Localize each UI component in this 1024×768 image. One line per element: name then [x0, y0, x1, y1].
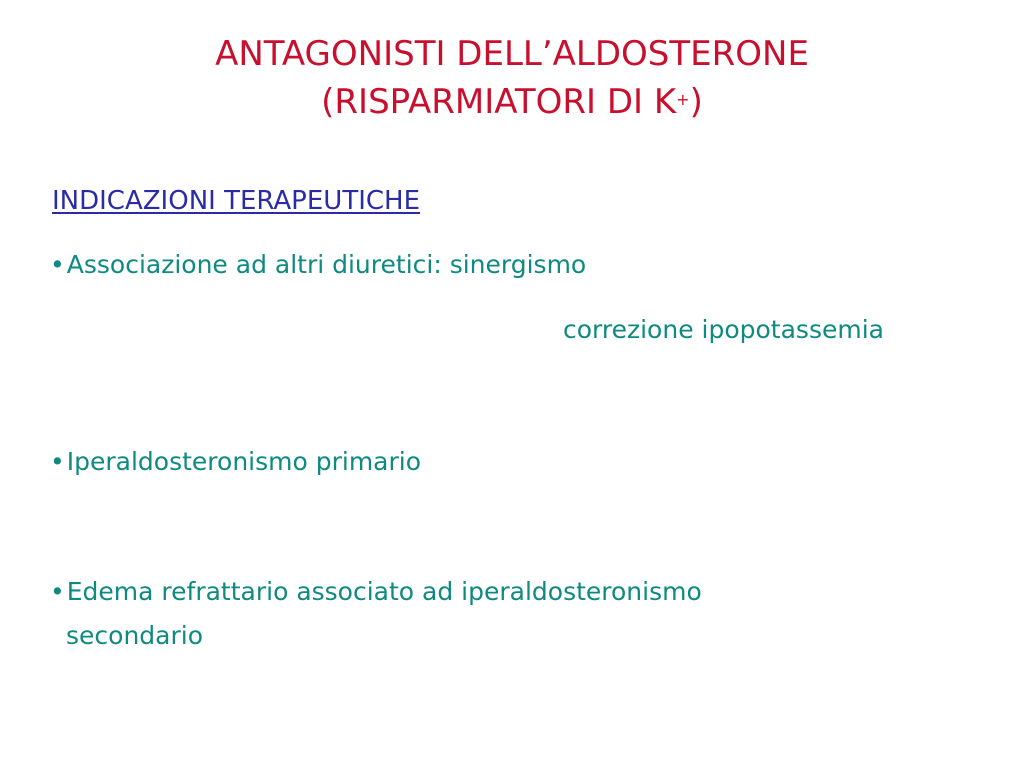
bullet-item-association: [50, 248, 586, 282]
bullet-item-primary: [50, 445, 421, 479]
bullet-icon: •: [50, 250, 65, 279]
bullet-item-association-text: Associazione ad altri diuretici: sinergismo: [66, 250, 587, 279]
bullet-item-association-continuation: correzione ipopotassemia: [563, 315, 884, 344]
slide-title-line2-suffix: ): [689, 82, 703, 122]
slide-title: [0, 30, 1024, 126]
bullet-item-edema-text: Edema refrattario associato ad iperaldosteronismo: [66, 577, 702, 606]
bullet-item-edema: [50, 575, 702, 609]
potassium-charge-superscript: +: [676, 90, 690, 109]
slide-title-line2-prefix: (RISPARMIATORI DI K: [321, 82, 677, 122]
bullet-icon: •: [50, 447, 65, 476]
bullet-item-edema-continuation: secondario: [66, 621, 203, 650]
bullet-icon: •: [50, 577, 65, 606]
bullet-item-primary-text: Iperaldosteronismo primario: [66, 447, 422, 476]
section-heading: INDICAZIONI TERAPEUTICHE: [52, 186, 420, 216]
slide-title-line1: ANTAGONISTI DELL’ALDOSTERONE: [215, 34, 809, 74]
